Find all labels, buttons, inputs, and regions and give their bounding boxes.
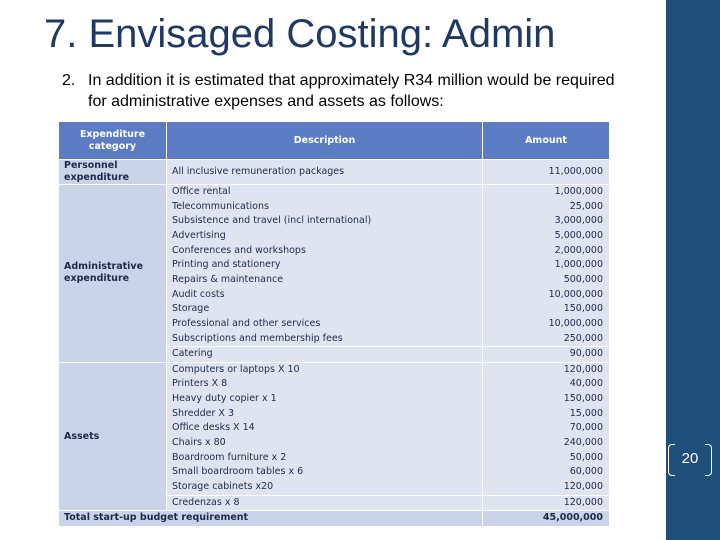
description-cell: Printing and stationery bbox=[167, 258, 483, 273]
amount-cell: 240,000 bbox=[483, 436, 610, 451]
bullet-point bbox=[62, 70, 622, 112]
header-amount: Amount bbox=[483, 122, 610, 160]
description-cell: Catering bbox=[167, 347, 483, 363]
amount-cell: 3,000,000 bbox=[483, 214, 610, 229]
description-cell: Subscriptions and membership fees bbox=[167, 332, 483, 347]
description-cell: Office desks X 14 bbox=[167, 421, 483, 436]
description-cell: Professional and other services bbox=[167, 317, 483, 332]
amount-cell: 90,000 bbox=[483, 347, 610, 363]
amount-cell: 1,000,000 bbox=[483, 258, 610, 273]
description-cell: Advertising bbox=[167, 229, 483, 244]
description-cell: Chairs x 80 bbox=[167, 436, 483, 451]
amount-cell: 1,000,000 bbox=[483, 185, 610, 200]
page-number-badge bbox=[668, 444, 712, 476]
table-row bbox=[59, 160, 610, 185]
description-cell: Subsistence and travel (incl international) bbox=[167, 214, 483, 229]
amount-cell: 11,000,000 bbox=[483, 160, 610, 185]
amount-cell: 25,000 bbox=[483, 200, 610, 215]
amount-cell: 40,000 bbox=[483, 377, 610, 392]
amount-cell: 250,000 bbox=[483, 332, 610, 347]
page-number: 20 bbox=[681, 450, 699, 467]
amount-cell: 120,000 bbox=[483, 480, 610, 495]
total-amount: 45,000,000 bbox=[483, 511, 610, 527]
table-row bbox=[59, 185, 610, 200]
description-cell: Audit costs bbox=[167, 288, 483, 303]
amount-cell: 50,000 bbox=[483, 451, 610, 466]
description-cell: Telecommunications bbox=[167, 200, 483, 215]
description-cell: Credenzas x 8 bbox=[167, 495, 483, 511]
description-cell: Boardroom furniture x 2 bbox=[167, 451, 483, 466]
amount-cell: 10,000,000 bbox=[483, 317, 610, 332]
amount-cell: 15,000 bbox=[483, 407, 610, 422]
category-cell: Personnel expenditure bbox=[59, 160, 167, 185]
category-cell: Assets bbox=[59, 362, 167, 511]
total-label: Total start-up budget requirement bbox=[59, 511, 483, 527]
table-row bbox=[59, 362, 610, 377]
bullet-text: In addition it is estimated that approximately R34 million would be required for administrative expenses and assets as follows: bbox=[88, 72, 615, 110]
description-cell: Printers X 8 bbox=[167, 377, 483, 392]
slide-title: 7. Envisaged Costing: Admin bbox=[44, 12, 556, 56]
header-category: Expenditure category bbox=[59, 122, 167, 160]
header-description: Description bbox=[167, 122, 483, 160]
description-cell: Conferences and workshops bbox=[167, 244, 483, 259]
category-cell: Administrative expenditure bbox=[59, 185, 167, 363]
amount-cell: 70,000 bbox=[483, 421, 610, 436]
amount-cell: 500,000 bbox=[483, 273, 610, 288]
description-cell: Small boardroom tables x 6 bbox=[167, 465, 483, 480]
amount-cell: 120,000 bbox=[483, 495, 610, 511]
description-cell: Storage bbox=[167, 302, 483, 317]
amount-cell: 150,000 bbox=[483, 302, 610, 317]
amount-cell: 10,000,000 bbox=[483, 288, 610, 303]
description-cell: Computers or laptops X 10 bbox=[167, 362, 483, 377]
table-header-row bbox=[59, 122, 610, 160]
amount-cell: 2,000,000 bbox=[483, 244, 610, 259]
amount-cell: 5,000,000 bbox=[483, 229, 610, 244]
total-row bbox=[59, 511, 610, 527]
bullet-number: 2. bbox=[62, 72, 76, 89]
description-cell: Repairs & maintenance bbox=[167, 273, 483, 288]
description-cell: All inclusive remuneration packages bbox=[167, 160, 483, 185]
description-cell: Heavy duty copier x 1 bbox=[167, 392, 483, 407]
amount-cell: 60,000 bbox=[483, 465, 610, 480]
amount-cell: 120,000 bbox=[483, 362, 610, 377]
budget-table bbox=[58, 121, 610, 527]
amount-cell: 150,000 bbox=[483, 392, 610, 407]
description-cell: Storage cabinets x20 bbox=[167, 480, 483, 495]
description-cell: Shredder X 3 bbox=[167, 407, 483, 422]
bracket-right-icon bbox=[705, 444, 712, 476]
table-body bbox=[59, 160, 610, 527]
description-cell: Office rental bbox=[167, 185, 483, 200]
